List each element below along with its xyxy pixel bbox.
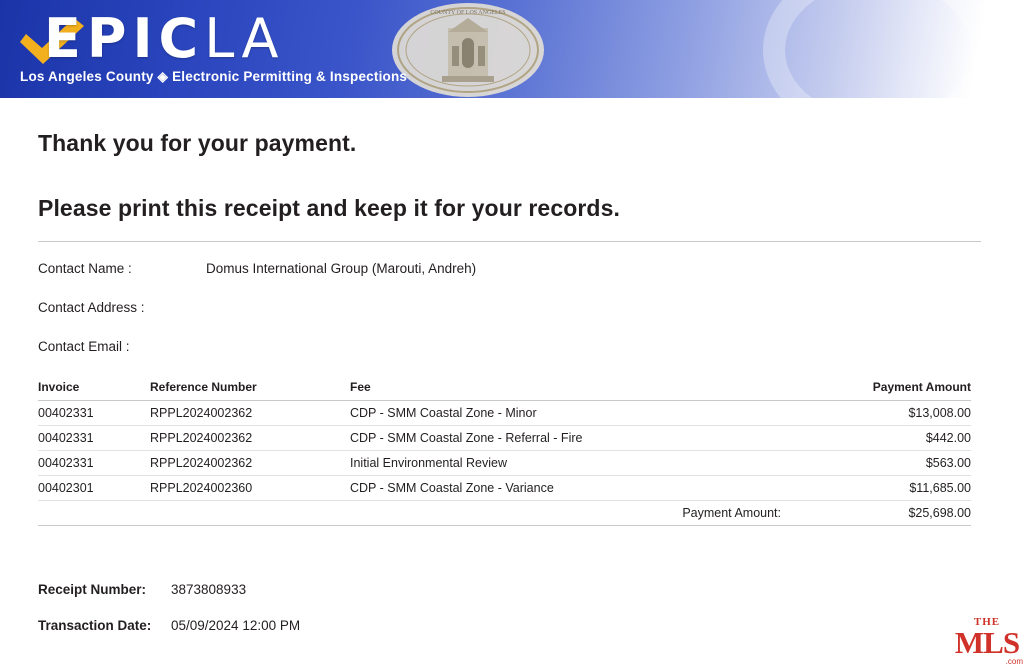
- receipt-content: [0, 130, 1033, 633]
- table-row: [38, 451, 971, 476]
- total-spacer-1: [38, 501, 150, 526]
- the-mls-logo: [951, 616, 1023, 666]
- logo-la-text: LA: [204, 7, 285, 70]
- cell-reference: RPPL2024002362: [150, 401, 350, 426]
- payment-total-row: [38, 501, 971, 526]
- page-header-banner: [0, 0, 1033, 98]
- cell-amount: $442.00: [781, 426, 971, 451]
- cell-invoice: 00402331: [38, 401, 150, 426]
- print-receipt-heading: Please print this receipt and keep it for your records.: [38, 195, 620, 221]
- cell-amount: $11,685.00: [781, 476, 971, 501]
- fees-table-head: [38, 380, 971, 401]
- column-header-reference-number: Reference Number: [150, 380, 350, 401]
- epic-la-logo: [16, 7, 408, 92]
- column-header-payment-amount: Payment Amount: [781, 380, 971, 401]
- contact-name-row: [38, 261, 995, 276]
- cell-fee: CDP - SMM Coastal Zone - Variance: [350, 476, 781, 501]
- transaction-date-row: [38, 618, 995, 633]
- logo-tagline: Los Angeles County ◈ Electronic Permitting & Inspections: [20, 69, 408, 84]
- logo-epic-text: EPIC: [44, 7, 205, 70]
- cell-invoice: 00402331: [38, 426, 150, 451]
- logo-wordmark: [44, 8, 284, 70]
- cell-amount: $13,008.00: [781, 401, 971, 426]
- table-row: [38, 426, 971, 451]
- fees-table-header-row: [38, 380, 971, 401]
- mls-the-text: THE: [973, 616, 1001, 628]
- transaction-date-label: Transaction Date:: [38, 618, 152, 633]
- cell-reference: RPPL2024002362: [150, 451, 350, 476]
- contact-name-value: Domus International Group (Marouti, Andreh): [206, 261, 477, 276]
- payment-amount-label: Payment Amount:: [350, 501, 781, 526]
- cell-amount: $563.00: [781, 451, 971, 476]
- payment-amount-total: $25,698.00: [781, 501, 971, 526]
- thank-you-heading: Thank you for your payment.: [38, 130, 357, 156]
- table-row: [38, 401, 971, 426]
- receipt-number-value: 3873808933: [171, 582, 247, 597]
- table-row: [38, 476, 971, 501]
- cell-reference: RPPL2024002362: [150, 426, 350, 451]
- contact-info-block: [38, 261, 995, 354]
- receipt-number-row: [38, 582, 995, 597]
- heading-divider: [38, 241, 981, 242]
- cell-fee: CDP - SMM Coastal Zone - Minor: [350, 401, 781, 426]
- fees-table: [38, 380, 971, 526]
- cell-fee: Initial Environmental Review: [350, 451, 781, 476]
- county-seal-icon: [390, 2, 546, 98]
- receipt-number-label: Receipt Number:: [38, 582, 147, 597]
- fees-table-body: [38, 401, 971, 526]
- banner-watermark-circle: [763, 0, 993, 98]
- contact-email-row: [38, 339, 995, 354]
- column-header-fee: Fee: [350, 380, 781, 401]
- mls-main-text: MLS: [954, 625, 1020, 660]
- total-spacer-2: [150, 501, 350, 526]
- contact-email-label: Contact Email :: [38, 339, 130, 354]
- svg-text:COUNTY OF LOS ANGELES: COUNTY OF LOS ANGELES: [430, 10, 506, 16]
- contact-address-row: [38, 300, 995, 315]
- column-header-invoice: Invoice: [38, 380, 150, 401]
- cell-invoice: 00402301: [38, 476, 150, 501]
- receipt-details-block: [38, 582, 995, 633]
- cell-fee: CDP - SMM Coastal Zone - Referral - Fire: [350, 426, 781, 451]
- cell-invoice: 00402331: [38, 451, 150, 476]
- cell-reference: RPPL2024002360: [150, 476, 350, 501]
- contact-address-label: Contact Address :: [38, 300, 145, 315]
- transaction-date-value: 05/09/2024 12:00 PM: [171, 618, 301, 633]
- mls-com-text: .com: [1005, 657, 1023, 666]
- contact-name-label: Contact Name :: [38, 261, 132, 276]
